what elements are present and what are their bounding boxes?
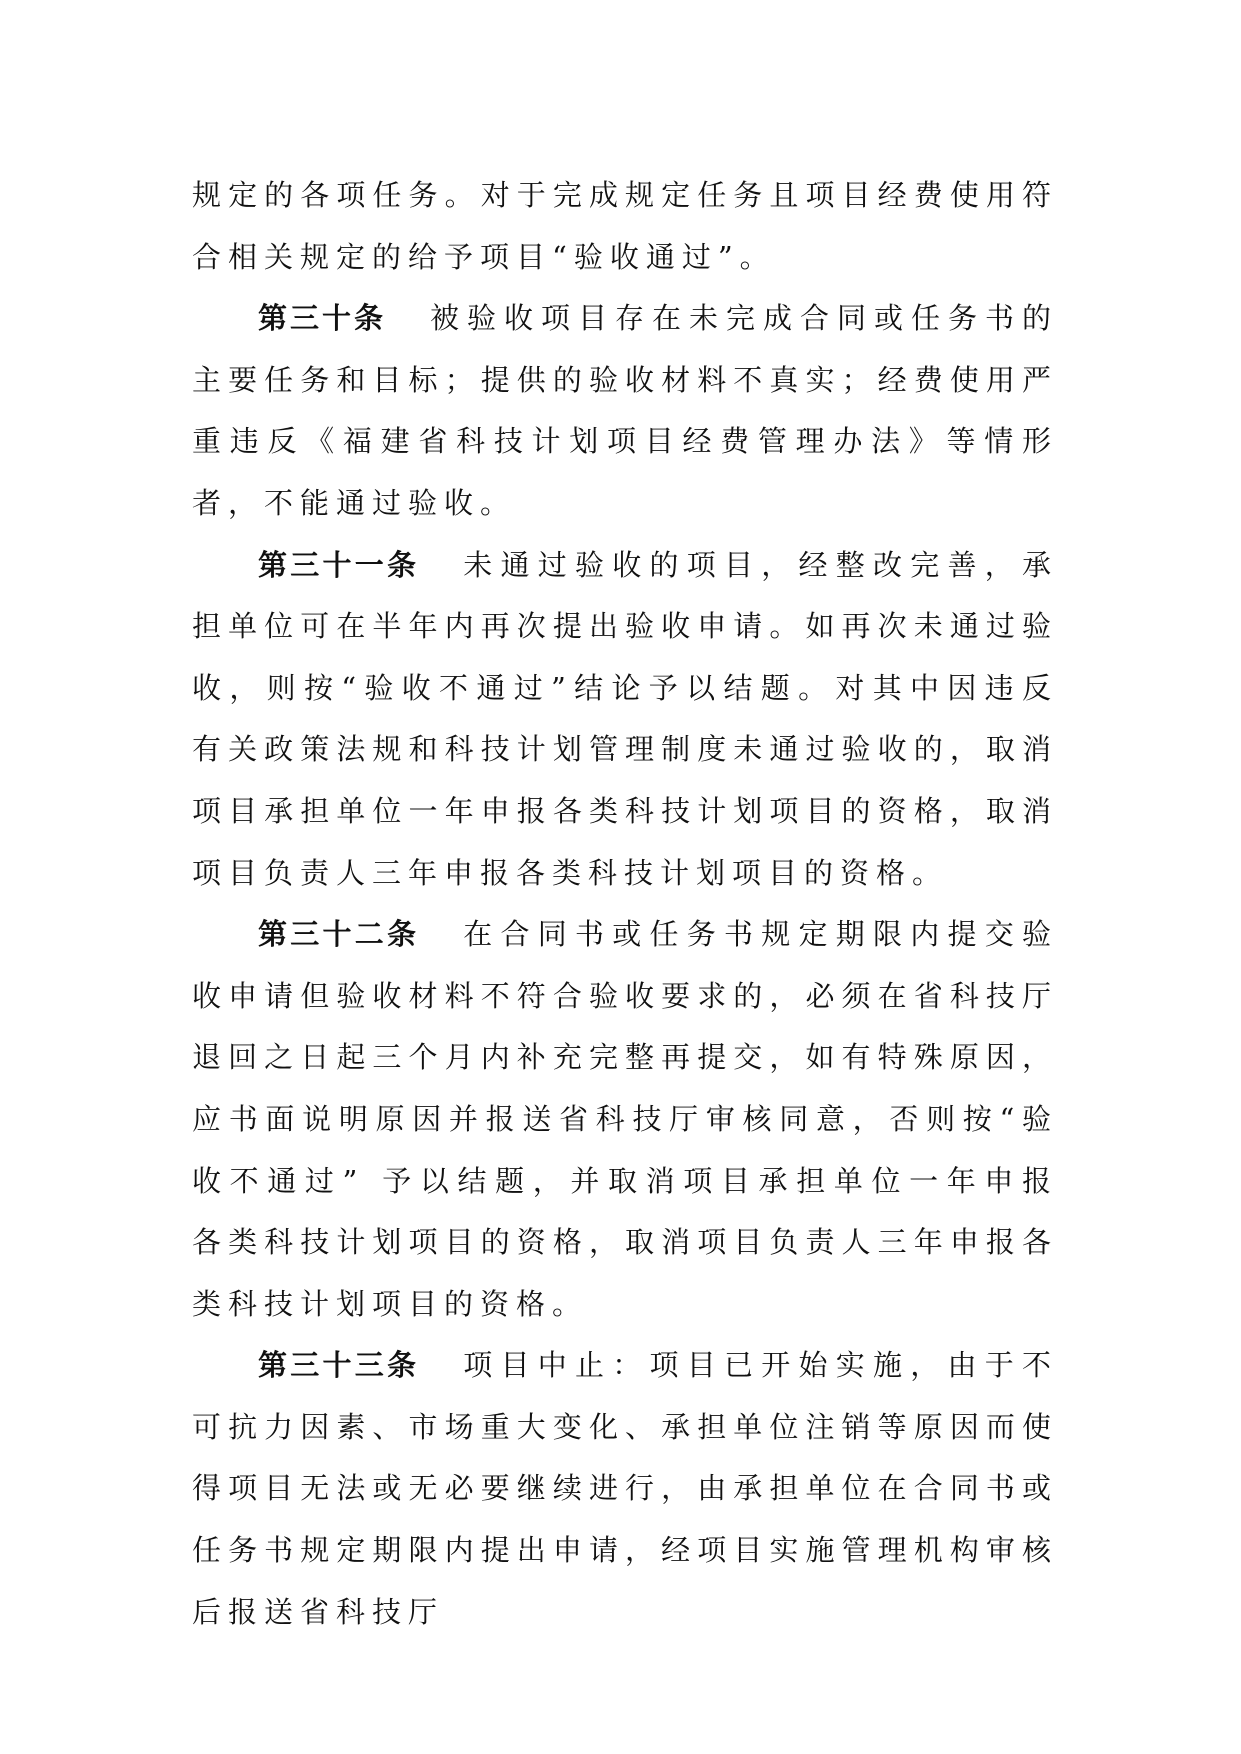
article-32 (192, 904, 1058, 1335)
article-title: 第三十一条 (258, 547, 420, 582)
paragraph-text: 被验收项目存在未完成合同或任务书的主要任务和目标；提供的验收材料不真实；经费使用严重违反《福建省科技计划项目经费管理办法》等情形者，不能通过验收。 (192, 301, 1058, 520)
article-33 (192, 1335, 1058, 1643)
paragraph-continuation (192, 165, 1058, 288)
paragraph-text: 规定的各项任务。对于完成规定任务且项目经费使用符合相关规定的给予项目“验收通过”。 (192, 178, 1058, 274)
article-31 (192, 535, 1058, 905)
article-title: 第三十条 (258, 301, 386, 336)
document-body (192, 165, 1058, 1643)
article-title: 第三十二条 (258, 917, 420, 952)
paragraph-text: 在合同书或任务书规定期限内提交验收申请但验收材料不符合验收要求的，必须在省科技厅退回之日起三个月内补充完整再提交，如有特殊原因，应书面说明原因并报送省科技厅审核同意，否则按“验收不通过” 予以结题，并取消项目承担单位一年申报各类科技计划项目的资格，取消项目负责人三年申报各类科技计划项目的资格。 (192, 917, 1058, 1321)
article-title: 第三十三条 (258, 1348, 420, 1383)
paragraph-text: 未通过验收的项目，经整改完善，承担单位可在半年内再次提出验收申请。如再次未通过验收，则按“验收不通过”结论予以结题。对其中因违反有关政策法规和科技计划管理制度未通过验收的，取消项目承担单位一年申报各类科技计划项目的资格，取消项目负责人三年申报各类科技计划项目的资格。 (192, 547, 1058, 890)
article-30 (192, 288, 1058, 534)
paragraph-text: 项目中止：项目已开始实施，由于不可抗力因素、市场重大变化、承担单位注销等原因而使得项目无法或无必要继续进行，由承担单位在合同书或任务书规定期限内提出申请，经项目实施管理机构审核后报送省科技厅 (192, 1348, 1058, 1629)
